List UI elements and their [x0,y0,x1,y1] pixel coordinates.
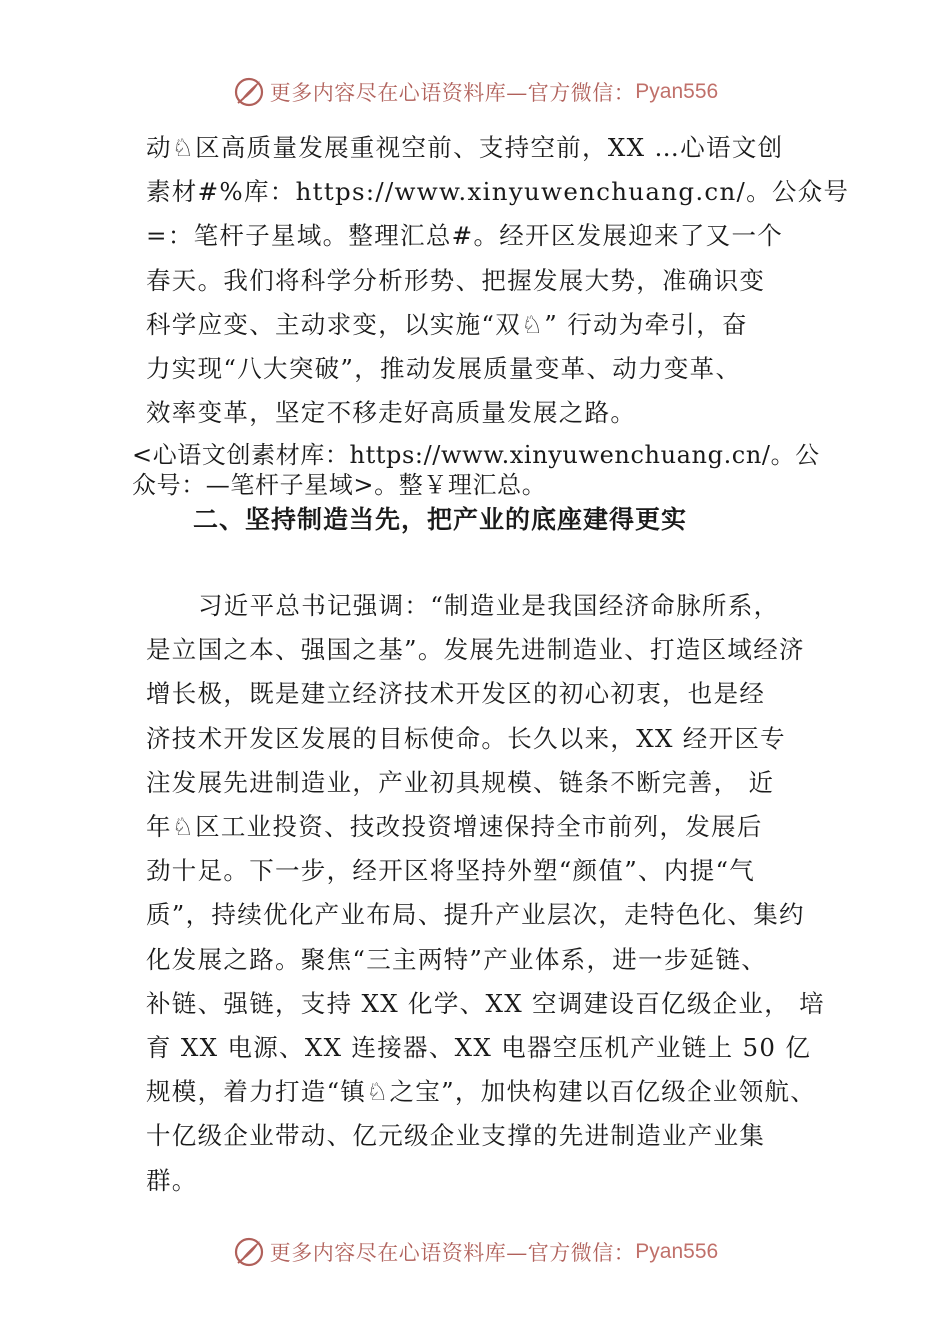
text-line: 年♘区工业投资、技改投资增速保持全市前列，发展后 [146,812,763,842]
quill-seal-icon [232,1235,266,1269]
text-line: <心语文创素材库：https://www.xinyuwenchuang.cn/。公 [132,441,820,469]
text-line: 质”，持续优化产业布局、提升产业层次，走特色化、集约 [146,900,805,930]
paragraph-1 [146,126,850,435]
watermark-banner-bottom [0,1232,950,1272]
watermark-text: 更多内容尽在心语资料库—官方微信： [269,1241,636,1265]
watermark-banner-top [0,72,950,112]
text-line: 科学应变、主动求变，以实施“双♘” 行动为牵引，奋 [146,309,748,339]
text-line: 力实现“八大突破”，推动发展质量变革、动力变革、 [146,354,742,384]
section-heading: 二、坚持制造当先，把产业的底座建得更实 [192,505,687,534]
text-line: 是立国之本、强国之基”。发展先进制造业、打造区域经济 [146,635,805,665]
text-line: 众号：—笔杆子星域>。整￥理汇总。 [132,471,547,499]
quill-seal-icon [232,75,266,109]
watermark-account: Pyan556 [635,80,719,103]
text-line: 效率变革，坚定不移走好高质量发展之路。 [146,398,637,428]
text-line: =：笔杆子星域。整理汇总#。经开区发展迎来了又一个 [146,221,784,251]
text-line: 群。 [146,1165,198,1195]
text-line: 注发展先进制造业，产业初具规模、链条不断完善， 近 [146,767,775,797]
text-line: 动♘区高质量发展重视空前、支持空前，XX …心语文创 [146,133,784,162]
text-line: 素材#%库：https://www.xinyuwenchuang.cn/。公众号 [146,177,850,207]
text-line: 化发展之路。聚焦“三主两特”产业体系，进一步延链、 [146,944,768,974]
paragraph-2 [146,584,836,1203]
text-line: 补链、强链，支持 XX 化学、XX 空调建设百亿级企业， 培 [146,988,825,1018]
watermark-account: Pyan556 [635,1240,719,1263]
text-line: 济技术开发区发展的目标使命。长久以来，XX 经开区专 [146,723,786,753]
watermark-text: 更多内容尽在心语资料库—官方微信： [269,81,636,105]
text-line: 春天。我们将科学分析形势、把握发展大势，准确识变 [146,265,766,295]
text-line: 增长极，既是建立经济技术开发区的初心初衷，也是经 [146,679,766,709]
text-line: 十亿级企业带动、亿元级企业支撑的先进制造业产业集 [146,1121,766,1151]
text-line: 育 XX 电源、XX 连接器、XX 电器空压机产业链上 50 亿 [146,1033,812,1063]
source-note [132,440,832,500]
text-line: 规模，着力打造“镇♘之宝”，加快构建以百亿级企业领航、 [146,1077,817,1107]
text-line: 习近平总书记强调：“制造业是我国经济命脉所系， [198,591,780,620]
text-line: 劲十足。下一步，经开区将坚持外塑“颜值”、内提“气 [146,856,756,886]
